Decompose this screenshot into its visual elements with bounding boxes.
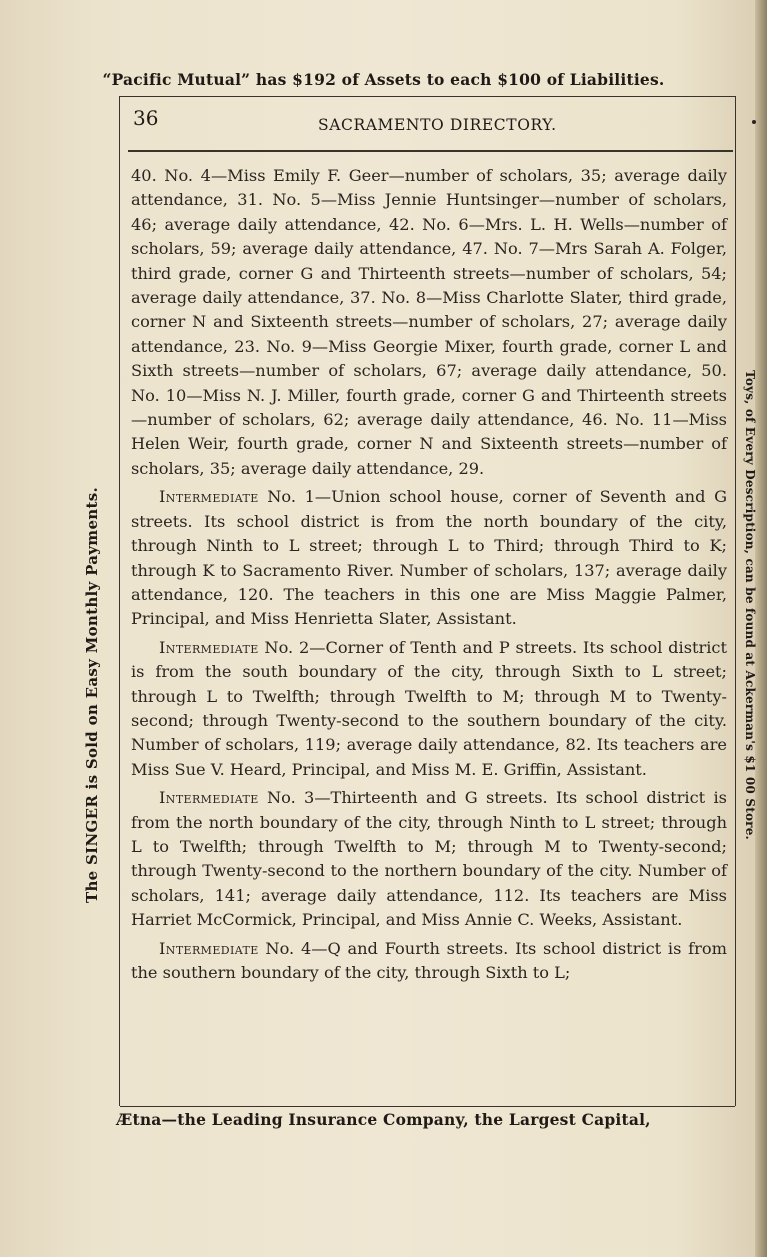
paragraph-intermediate-1 (131, 485, 727, 631)
right-margin-advertisement-text: Toys, of Every Description, can be found at Ackerman's $1 00 Store. (743, 370, 757, 840)
paragraph-school-list (131, 164, 727, 481)
paragraph-text: No. 1—Union school house, corner of Seventh and G streets. Its school district is from the north boundary of the city, through Ninth to L street; through L to Third; through Third to K; through K to Sacramento River. Number of scholars, 137; average daily attendance, 120. The teachers in this one are Miss Maggie Palmer, Principal, and Miss Henrietta Slater, Assistant. (131, 487, 727, 629)
left-margin-advertisement (79, 380, 105, 1010)
top-advertisement: “Pacific Mutual” has $192 of Assets to each $100 of Liabilities. (102, 70, 665, 89)
paragraph-lead: Intermediate (159, 788, 259, 808)
page-number: 36 (133, 106, 159, 130)
left-margin-advertisement-text: The SINGER is Sold on Easy Monthly Payments. (83, 486, 101, 904)
ink-dot (752, 120, 756, 124)
paragraph-text: No. 4—Q and Fourth streets. Its school district is from the southern boundary of the city, through Sixth to L; (131, 938, 727, 982)
paragraph-text: No. 3—Thirteenth and G streets. Its school district is from the north boundary of the city, through Ninth to L street; through L to Twelfth; through Twelfth to M; through M to Twenty-second; through Twenty-second to the northern boundary of the city. Number of scholars, 141; average daily attendance, 112. Its teachers are Miss Harriet McCormick, Principal, and Miss Annie C. Weeks, Assistant. (131, 788, 727, 930)
paragraph-lead: Intermediate (159, 637, 259, 657)
paragraph-intermediate-4 (131, 937, 727, 986)
right-margin-advertisement (738, 300, 762, 910)
body-text (131, 164, 727, 985)
frame-left-rule (119, 96, 120, 1106)
paragraph-intermediate-3 (131, 786, 727, 932)
bottom-advertisement: Ætna—the Leading Insurance Company, the Largest Capital, (116, 1110, 651, 1129)
paragraph-lead: Intermediate (159, 487, 259, 507)
paragraph-lead: Intermediate (159, 938, 259, 958)
frame-top-rule (120, 96, 735, 97)
frame-bottom-rule (120, 1106, 735, 1107)
running-title: SACRAMENTO DIRECTORY. (318, 116, 557, 134)
header-rule (128, 150, 733, 152)
frame-right-rule (735, 96, 736, 1106)
paragraph-text: 40. No. 4—Miss Emily F. Geer—number of scholars, 35; average daily attendance, 31. No. 5—Miss Jennie Huntsinger—number of scholars, 46; average daily attendance, 42. No. 6—Mrs. L. H. Wells—number of scholars, 59; average daily attendance, 47. No. 7—Mrs Sarah A. Folger, third grade, corner G and Thirteenth streets—number of scholars, 54; average daily attendance, 37. No. 8—Miss Charlotte Slater, third grade, corner N and Sixteenth streets—number of scholars, 27; average daily attendance, 23. No. 9—Miss Georgie Mixer, fourth grade, corner L and Sixth streets—number of scholars, 67; average daily attendance, 50. No. 10—Miss N. J. Miller, fourth grade, corner G and Thirteenth streets—number of scholars, 62; average daily attendance, 46. No. 11—Miss Helen Weir, fourth grade, corner N and Sixteenth streets—number of scholars, 35; average daily attendance, 29. (131, 166, 727, 478)
paragraph-text: No. 2—Corner of Tenth and P streets. Its school district is from the south boundary of the city, through Sixth to L street; through L to Twelfth; through Twelfth to M; through M to Twenty-second; through Twenty-second to the southern boundary of the city. Number of scholars, 119; average daily attendance, 82. Its teachers are Miss Sue V. Heard, Principal, and Miss M. E. Griffin, Assistant. (131, 637, 727, 779)
paragraph-intermediate-2 (131, 636, 727, 782)
